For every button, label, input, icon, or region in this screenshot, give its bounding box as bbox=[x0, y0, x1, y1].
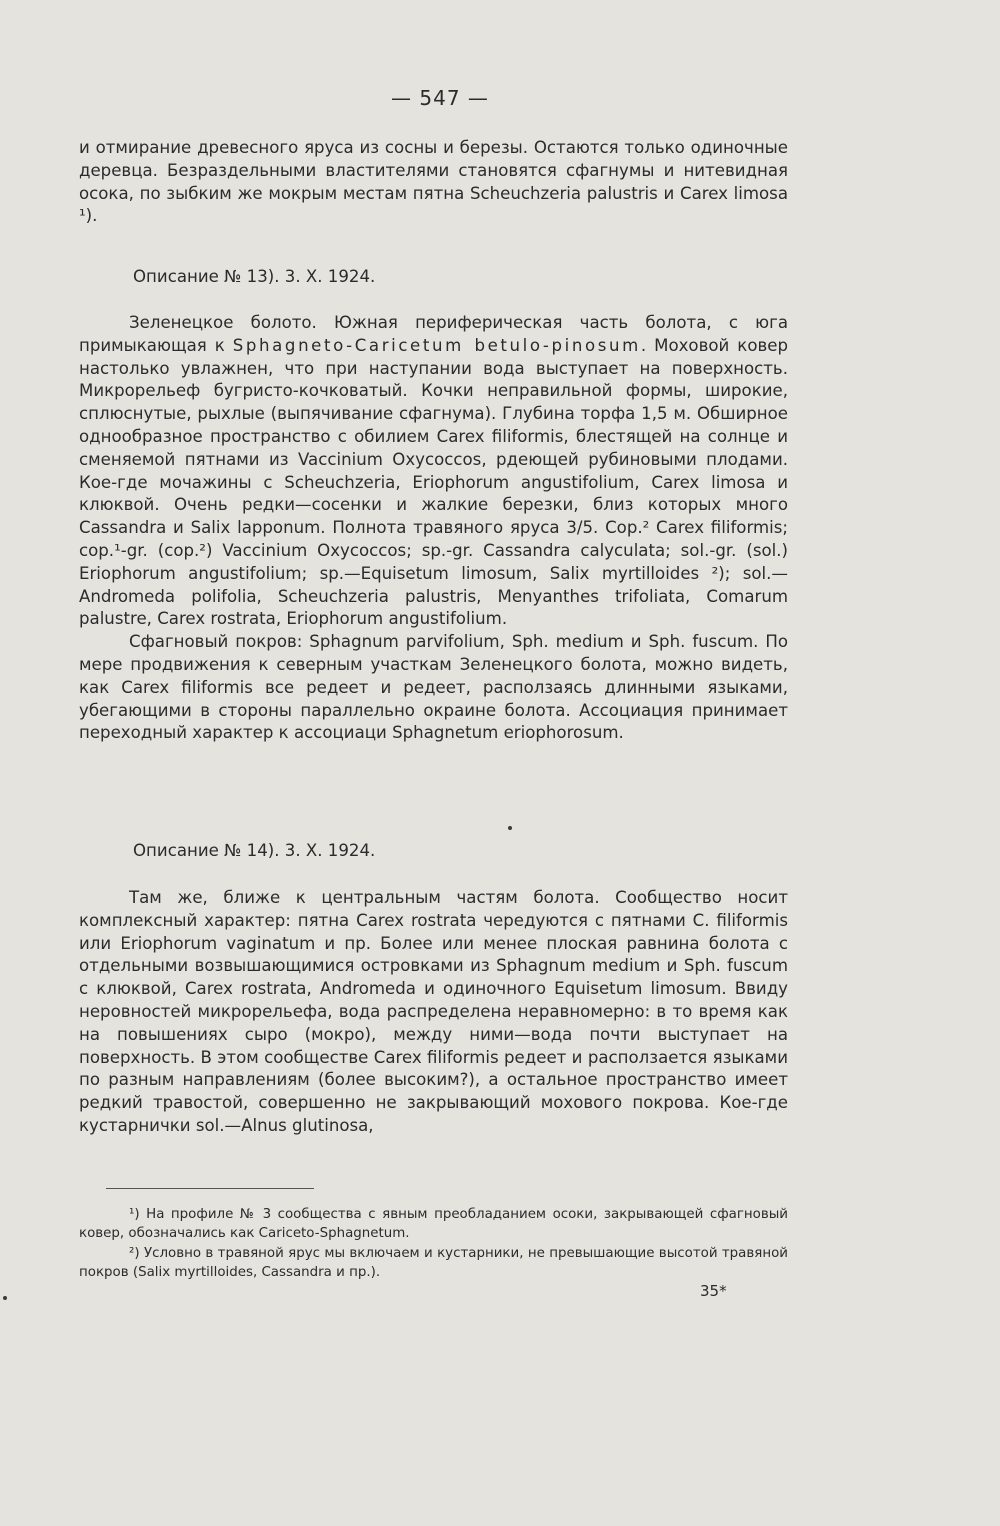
signature-mark: 35* bbox=[700, 1282, 727, 1300]
scan-speck bbox=[508, 826, 512, 830]
description-14-heading: Описание № 14). 3. X. 1924. bbox=[133, 841, 376, 860]
page-number: — 547 — bbox=[391, 86, 489, 110]
p1-rest: . Моховой ковер настолько увлажнен, что при наступании вода выступает на поверхность. Микрорельеф бугристо-кочковатый. Кочки неправильной формы, широкие, сплюснутые, рыхлые (выпячивание сфагнума). Глубина торфа 1,5 м. Обширное однообразное пространство с обилием Carex filiformis, блестящей на солнце и сменяемой пятнами из Vaccinium Oxycoccos, рдеющей рубиновыми плодами. Кое-где мочажины с Scheuchzeria, Eriophorum angustifolium, Carex limosa и клюквой. Очень редки—сосенки и жалкие березки, близ которых много Cassandra и Salix lapponum. Полнота травяного яруса 3/5. Cop.² Carex filiformis; cop.¹-gr. (cop.²) Vaccinium Oxycoccos; sp.-gr. Cassandra calyculata; sol.-gr. (sol.) Eriophorum angustifolium; sp.—Equisetum limosum, Salix myrtilloides ²); sol.—Andromeda polifolia, Scheuchzeria palustris, Menyanthes trifoliata, Comarum palustre, Carex rostrata, Eriophorum angustifolium. bbox=[79, 335, 788, 629]
p1-start: Зеленецкое болото. Южная периферическая часть болота, с юга примыкающая к bbox=[79, 313, 788, 355]
scan-speck bbox=[3, 1296, 7, 1300]
description-13-paragraph-2: Сфагновый покров: Sphagnum parvifolium, Sph. medium и Sph. fuscum. По мере продвижения к северным участкам Зеленецкого болота, можно видеть, как Carex filiformis все редеет и редеет, расползаясь длинными языками, убегающими в стороны параллельно окраине болота. Ассоциация принимает переходный характер к ассоциаци Sphagnetum eriophorosum. bbox=[79, 632, 788, 743]
description-13-heading: Описание № 13). 3. X. 1924. bbox=[133, 267, 376, 286]
footnote-1: ¹) На профиле № 3 сообщества с явным преобладанием осоки, закрывающей сфагновый ковер, обозначались как Cariceto-Sphagnetum. bbox=[79, 1207, 788, 1242]
footnote-2: ²) Условно в травяной ярус мы включаем и кустарники, не превышающие высотой травяной покров (Salix myrtilloides, Cassandra и пр.). bbox=[79, 1245, 788, 1281]
description-14-paragraph-1: Там же, ближе к центральным частям болота. Сообщество носит комплексный характер: пятна Carex rostrata чередуются с пятнами C. filiformis или Eriophorum vaginatum и пр. Более или менее плоская равнина болота с отдельными возвышающимися островками из Sphagnum medium и Sph. fuscum с клюквой, Carex rostrata, Andromeda и одиночного Equisetum limosum. Ввиду неровностей микрорельефа, вода распределена неравномерно: в то время как на повышениях сыро (мокро), между ними—вода почти выступает на поверхность. В этом сообществе Carex filiformis редеет и расползается языками по разным направлениям (более высоким?), а остальное пространство имеет редкий травостой, совершенно не закрывающий мохового покрова. Кое-где кустарнички sol.—Alnus glutinosa, bbox=[79, 888, 788, 1135]
description-13-body bbox=[79, 312, 788, 745]
association-name: Sphagneto-Caricetum betulo-pinosum bbox=[232, 335, 641, 355]
description-13-paragraph-1 bbox=[79, 312, 788, 631]
paragraph-continuation: и отмирание древесного яруса из сосны и березы. Остаются только одиночные деревца. Безраздельными властителями становятся сфагнумы и нитевидная осока, по зыбким же мокрым местам пятна Scheuchzeria palustris и Carex limosa ¹). bbox=[79, 138, 788, 226]
footnote-divider bbox=[106, 1188, 314, 1189]
description-14-body bbox=[79, 887, 788, 1138]
top-paragraph bbox=[79, 137, 788, 228]
footnotes bbox=[79, 1205, 788, 1283]
